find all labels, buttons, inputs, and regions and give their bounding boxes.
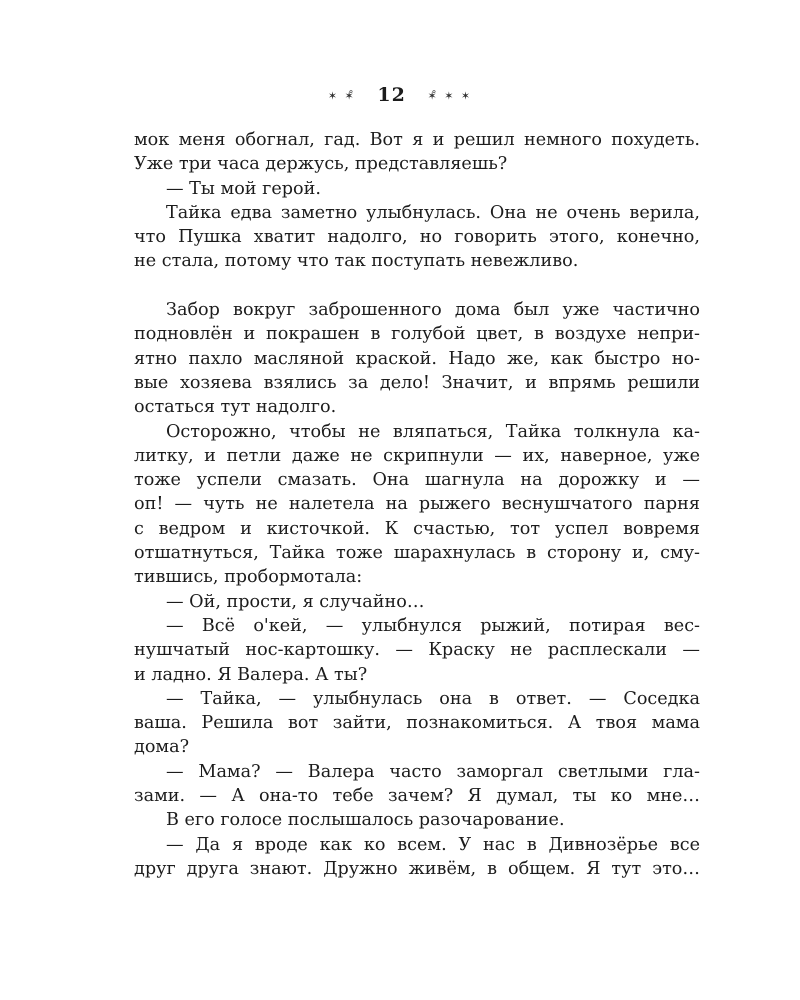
text-line: — Мама? — Валера часто заморгал светлыми гла- xyxy=(166,761,700,782)
text-line: нушчатый нос-картошку. — Краску не расплескали — xyxy=(134,640,700,661)
text-line: — Ты мой герой. xyxy=(166,178,321,199)
text-line: ваша. Решила вот зайти, познакомиться. А твоя мама xyxy=(134,713,700,734)
star-ornament-right-icon: ✶̊ ✶ ✶ xyxy=(427,89,473,103)
text-line: — Да я вроде как ко всем. У нас в Дивнозёрье все xyxy=(166,834,700,855)
star-ornament-left-icon: ✶ ✶̊ xyxy=(327,89,356,103)
paragraph-gap xyxy=(134,274,700,298)
text-line: — Ой, прости, я случайно… xyxy=(166,591,425,612)
text-line: оп! — чуть не налетела на рыжего веснушчатого парня xyxy=(134,494,700,515)
text-line: друг друга знают. Дружно живём, в общем. Я тут это… xyxy=(134,858,700,879)
text-line: с ведром и кисточкой. К счастью, тот успел вовремя xyxy=(134,518,700,539)
text-line: В его голосе послышалось разочарование. xyxy=(166,810,565,831)
text-line: что Пушка хватит надолго, но говорить этого, конечно, xyxy=(134,227,700,248)
text-line: — Всё о'кей, — улыбнулся рыжий, потирая вес- xyxy=(166,615,700,636)
text-line: тившись, пробормотала: xyxy=(134,567,363,588)
text-line: — Тайка, — улыбнулась она в ответ. — Соседка xyxy=(166,688,700,709)
text-line: подновлён и покрашен в голубой цвет, в воздухе непри- xyxy=(134,324,700,345)
text-line: Тайка едва заметно улыбнулась. Она не очень верила, xyxy=(166,202,700,223)
text-line: вые хозяева взялись за дело! Значит, и впрямь решили xyxy=(134,372,700,393)
text-line: Забор вокруг заброшенного дома был уже частично xyxy=(166,300,700,321)
page-number: 12 xyxy=(377,84,406,106)
text-line: остаться тут надолго. xyxy=(134,397,337,418)
text-line: литку, и петли даже не скрипнули — их, наверное, уже xyxy=(134,445,700,466)
page-header xyxy=(0,84,800,106)
text-line: зами. — А она-то тебе зачем? Я думал, ты ко мне… xyxy=(134,786,700,807)
text-line: не стала, потому что так поступать невежливо. xyxy=(134,251,579,272)
text-line: дома? xyxy=(134,737,190,758)
text-line: мок меня обогнал, гад. Вот я и решил немного похудеть. xyxy=(134,130,700,150)
text-line: отшатнуться, Тайка тоже шарахнулась в сторону и, сму- xyxy=(134,543,700,564)
text-line: и ладно. Я Валера. А ты? xyxy=(134,664,368,685)
text-line: ятно пахло масляной краской. Надо же, как быстро но- xyxy=(134,348,700,369)
text-line: Осторожно, чтобы не вляпаться, Тайка толкнула ка- xyxy=(166,421,700,442)
page-body-text xyxy=(134,128,700,881)
text-line: Уже три часа держусь, представляешь? xyxy=(134,154,508,175)
text-line: тоже успели смазать. Она шагнула на дорожку и — xyxy=(134,470,700,491)
